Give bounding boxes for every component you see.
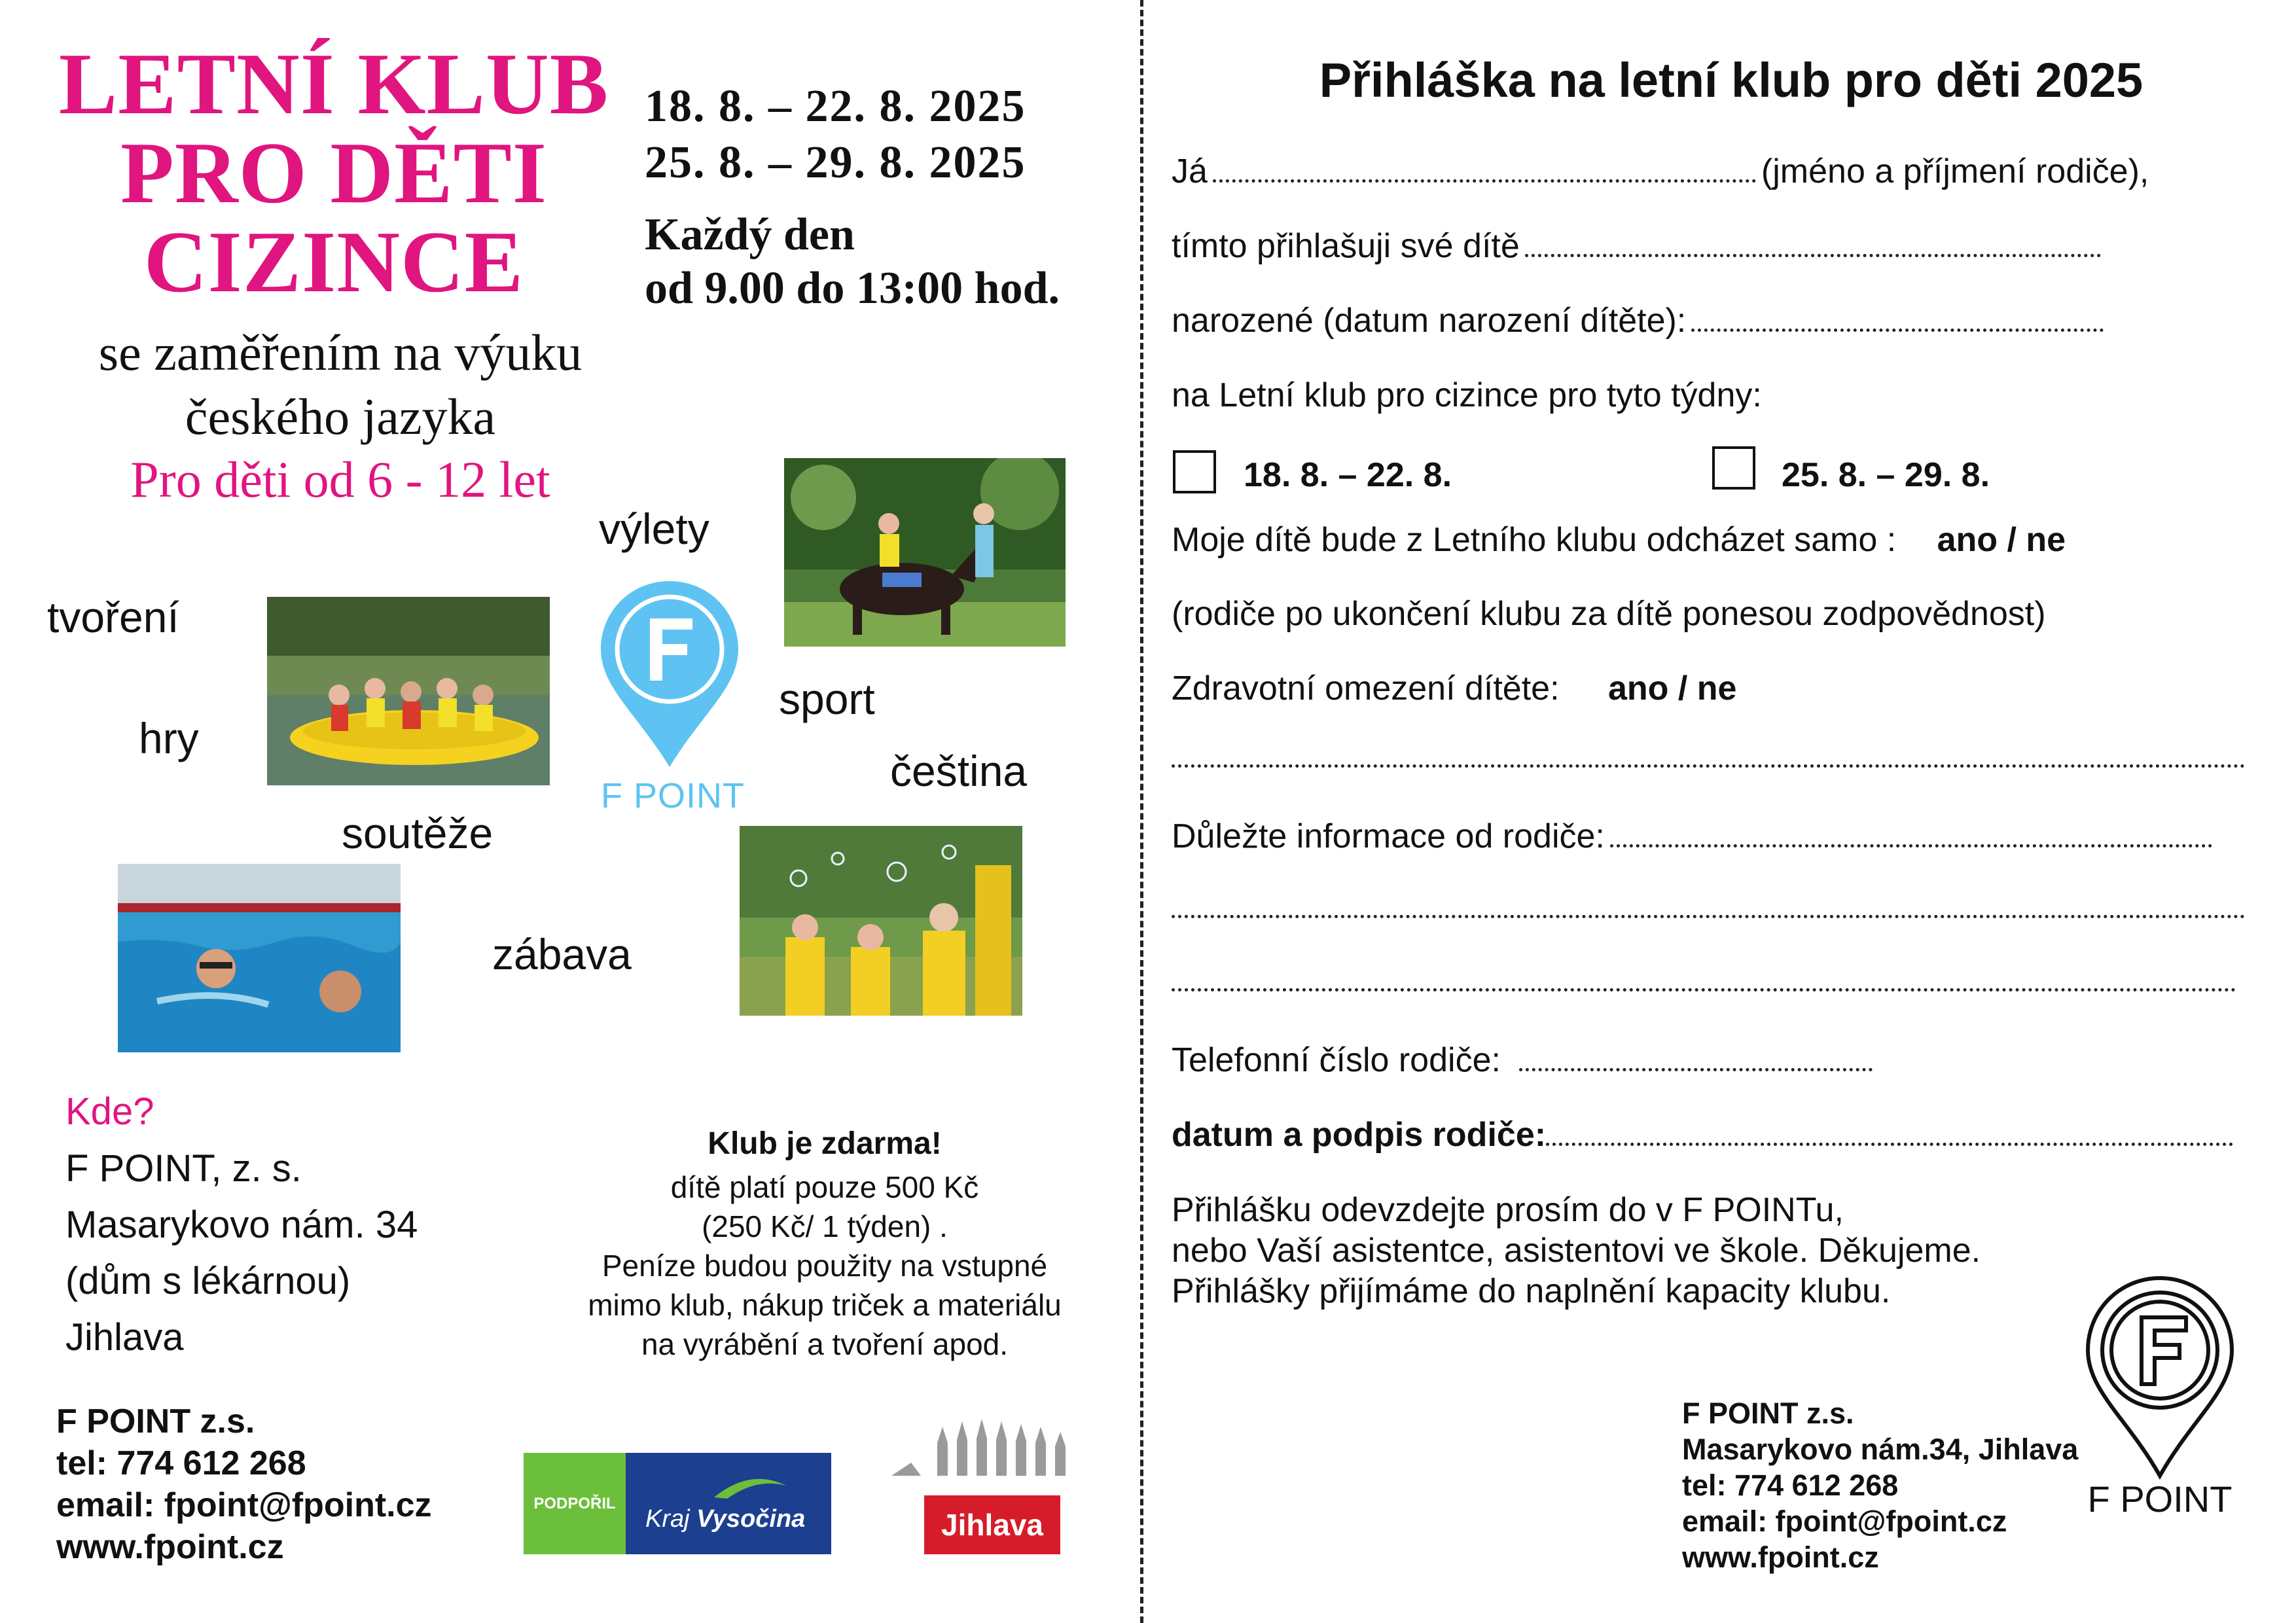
note-line-3: Přihlášky přijímáme do naplnění kapacity klubu. bbox=[1172, 1272, 1891, 1310]
contact-org: F POINT z.s. bbox=[56, 1402, 255, 1440]
word-cestina: čeština bbox=[890, 747, 1028, 795]
fpoint-outline-logo-text: F POINT bbox=[2087, 1478, 2233, 1520]
contact-website[interactable]: www.fpoint.cz bbox=[56, 1528, 284, 1566]
note-line-2: nebo Vaší asistentce, asistentovi ve škole. Děkujeme. bbox=[1172, 1232, 1981, 1270]
free-club-title: Klub je zdarma! bbox=[708, 1126, 942, 1161]
fpoint-logo-text: F POINT bbox=[601, 776, 745, 815]
city-skyline-icon bbox=[891, 1414, 1075, 1479]
form-health-row bbox=[1172, 669, 1736, 708]
fpoint-outline-logo bbox=[2081, 1273, 2238, 1489]
form-line8-label: Důležte informace od rodiče: bbox=[1172, 817, 1605, 855]
leave-alone-yes-no[interactable]: ano / ne bbox=[1937, 521, 2066, 559]
word-sport: sport bbox=[779, 675, 875, 723]
form-line3-label: narozené (datum narození dítěte): bbox=[1172, 302, 1687, 340]
form-leave-alone-row bbox=[1172, 520, 2066, 560]
form-important-info-row bbox=[1172, 817, 2217, 856]
location-line-4: Jihlava bbox=[65, 1316, 184, 1359]
form-line2-label: tímto přihlašuji své dítě bbox=[1172, 227, 1520, 265]
form-contact-email[interactable]: email: fpoint@fpoint.cz bbox=[1682, 1505, 2007, 1538]
important-info-field-2[interactable] bbox=[1172, 915, 2245, 918]
fpoint-pin-logo bbox=[594, 576, 745, 772]
title-line-3: CIZINCE bbox=[143, 213, 524, 310]
week-1-label: 18. 8. – 22. 8. bbox=[1244, 456, 1452, 494]
daily-line-2: od 9.00 do 13:00 hod. bbox=[645, 263, 1060, 313]
form-contact-website[interactable]: www.fpoint.cz bbox=[1682, 1541, 1879, 1574]
kraj-vysocina-logo bbox=[524, 1453, 831, 1554]
photo-rafting bbox=[267, 597, 550, 785]
word-vylety: výlety bbox=[599, 505, 709, 553]
free-line-3: Peníze budou použity na vstupné bbox=[601, 1249, 1048, 1283]
main-title bbox=[39, 35, 628, 310]
daily-line-1: Každý den bbox=[645, 209, 855, 260]
form-phone-row bbox=[1172, 1041, 1878, 1080]
sponsor-city: Jihlava bbox=[924, 1495, 1060, 1554]
form-contact-phone: tel: 774 612 268 bbox=[1682, 1469, 1899, 1502]
photo-swimming bbox=[118, 864, 401, 1052]
form-contact-address: Masarykovo nám.34, Jihlava bbox=[1682, 1433, 2079, 1466]
sponsor-navy-panel bbox=[626, 1453, 831, 1554]
word-tvoreni: tvoření bbox=[47, 593, 179, 641]
free-line-5: na vyrábění a tvoření apod. bbox=[641, 1327, 1009, 1361]
subtitle-line-2: českého jazyka bbox=[185, 388, 496, 445]
photo-bubbles bbox=[740, 826, 1022, 1016]
parent-name-field[interactable] bbox=[1213, 154, 1756, 183]
form-line1-prefix: Já bbox=[1172, 152, 1208, 190]
location-line-2: Masarykovo nám. 34 bbox=[65, 1204, 418, 1246]
form-responsibility-note: (rodiče po ukončení klubu za dítě ponesou zodpovědnost) bbox=[1172, 595, 2046, 633]
child-name-field[interactable] bbox=[1525, 229, 2101, 257]
health-details-field[interactable] bbox=[1172, 764, 2245, 768]
word-hry: hry bbox=[139, 714, 199, 762]
form-parent-name-row bbox=[1172, 152, 2149, 191]
contact-email[interactable]: email: fpoint@fpoint.cz bbox=[56, 1486, 432, 1524]
sponsor-kraj: Kraj bbox=[645, 1505, 690, 1533]
birthdate-field[interactable] bbox=[1691, 304, 2104, 332]
title-line-2: PRO DĚTI bbox=[120, 124, 548, 221]
health-yes-no[interactable]: ano / ne bbox=[1608, 669, 1737, 707]
word-soutoze: soutěže bbox=[342, 809, 493, 857]
photo-pony-ride bbox=[784, 458, 1066, 647]
note-line-1: Přihlášku odevzdejte prosím do v F POINTu, bbox=[1172, 1191, 1844, 1229]
form-weeks-label: na Letní klub pro cizince pro tyto týdny: bbox=[1172, 376, 1762, 414]
free-line-4: mimo klub, nákup triček a materiálu bbox=[588, 1288, 1062, 1322]
signature-field[interactable] bbox=[1546, 1118, 2233, 1146]
location-line-1: F POINT, z. s. bbox=[65, 1147, 302, 1190]
swoosh-icon bbox=[711, 1471, 789, 1504]
form-line5-label: Moje dítě bude z Letního klubu odcházet samo : bbox=[1172, 521, 1897, 559]
free-line-1: dítě platí pouze 500 Kč bbox=[670, 1170, 979, 1204]
form-submission-note bbox=[1172, 1190, 1981, 1311]
form-line10-label: datum a podpis rodiče: bbox=[1172, 1116, 1547, 1154]
important-info-field-3[interactable] bbox=[1172, 988, 2236, 991]
age-range: Pro děti od 6 - 12 let bbox=[130, 451, 550, 508]
word-zabava: zábava bbox=[492, 930, 632, 978]
location-line-3: (dům s lékárnou) bbox=[65, 1260, 351, 1302]
sponsor-supported-label: PODPOŘIL bbox=[524, 1453, 626, 1554]
form-signature-row bbox=[1172, 1115, 2238, 1154]
contact-phone: tel: 774 612 268 bbox=[56, 1444, 306, 1482]
daily-hours bbox=[645, 208, 1060, 315]
week-1-checkbox[interactable] bbox=[1173, 450, 1216, 493]
location-pin-outline-icon bbox=[2081, 1273, 2238, 1489]
location-pin-icon bbox=[594, 576, 745, 772]
week-2-checkbox[interactable] bbox=[1712, 446, 1755, 490]
form-birthdate-row bbox=[1172, 301, 2109, 340]
club-dates bbox=[645, 79, 1026, 191]
title-line-1: LETNÍ KLUB bbox=[58, 35, 609, 132]
week-2-label: 25. 8. – 29. 8. bbox=[1782, 456, 1990, 494]
cut-line-divider bbox=[1140, 0, 1143, 1623]
sponsor-region: Vysočina bbox=[696, 1505, 806, 1533]
form-child-name-row bbox=[1172, 226, 2106, 266]
important-info-field[interactable] bbox=[1610, 819, 2212, 847]
date-week-1: 18. 8. – 22. 8. 2025 bbox=[645, 81, 1026, 132]
form-line9-label: Telefonní číslo rodiče: bbox=[1172, 1041, 1501, 1079]
date-week-2: 25. 8. – 29. 8. 2025 bbox=[645, 137, 1026, 188]
form-line7-label: Zdravotní omezení dítěte: bbox=[1172, 669, 1560, 707]
jihlava-logo bbox=[891, 1414, 1075, 1564]
parent-phone-field[interactable] bbox=[1519, 1043, 1873, 1071]
form-contact-org: F POINT z.s. bbox=[1682, 1397, 1854, 1430]
form-line1-suffix: (jméno a příjmení rodiče), bbox=[1761, 152, 2149, 190]
subtitle bbox=[26, 321, 655, 449]
subtitle-line-1: se zaměřením na výuku bbox=[98, 324, 583, 381]
free-line-2: (250 Kč/ 1 týden) . bbox=[702, 1209, 948, 1243]
form-title: Přihláška na letní klub pro děti 2025 bbox=[1319, 53, 2144, 107]
location-label: Kde? bbox=[65, 1090, 154, 1133]
